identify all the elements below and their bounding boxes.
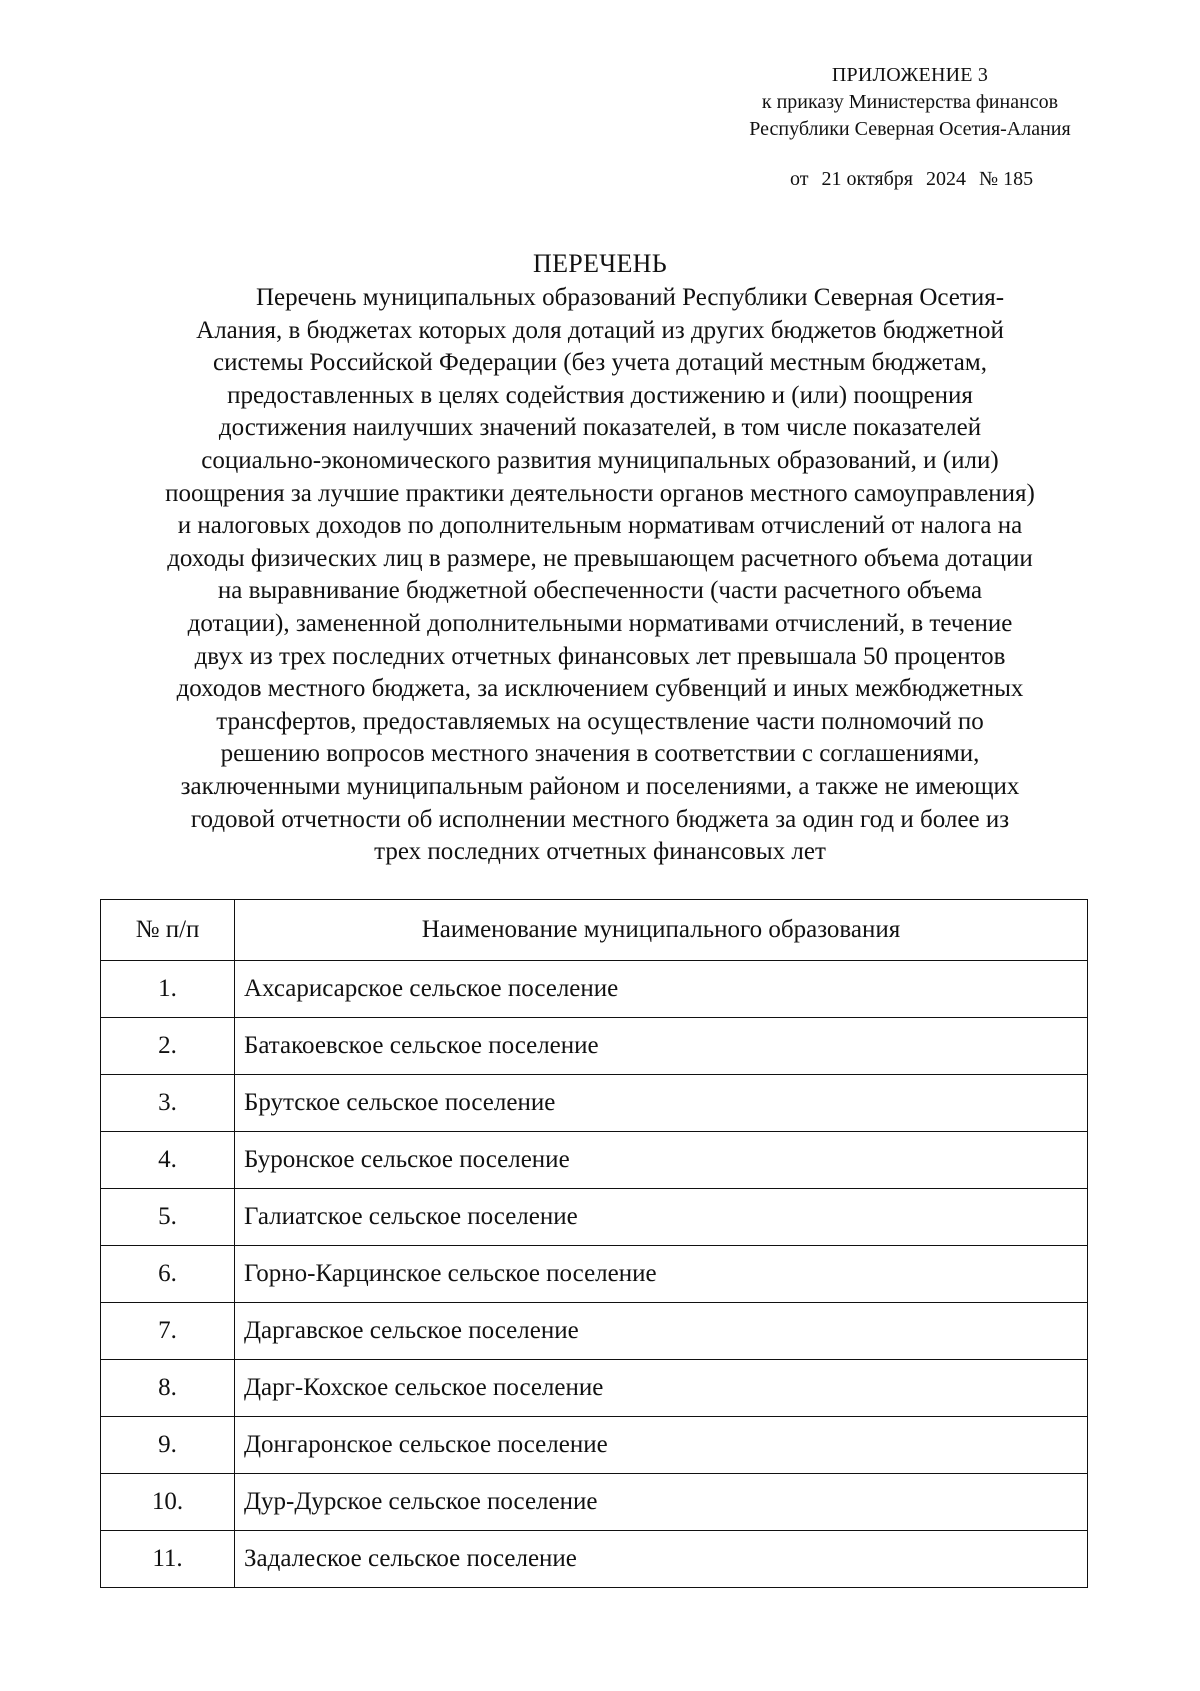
row-municipality-name: Донгаронское сельское поселение [235,1417,1088,1474]
table-row [101,961,1088,1018]
body-line: Алания, в бюджетах которых доля дотаций из других бюджетов бюджетной [196,316,1004,344]
table-row [101,1303,1088,1360]
municipalities-table [100,899,1088,1588]
row-municipality-name: Дур-Дурское сельское поселение [235,1474,1088,1531]
body-line: Перечень муниципальных образований Республики Северная Осетия- [255,284,1005,311]
body-line: предоставленных в целях содействия достижению и (или) поощрения [227,381,973,409]
body-line: поощрения за лучшие практики деятельности органов местного самоуправления) [165,479,1035,507]
table-row [101,1246,1088,1303]
body-line: трех последних отчетных финансовых лет [374,838,826,866]
body-line: социально-экономического развития муниципальных образований, и (или) [201,446,999,474]
row-number: 2. [101,1018,235,1075]
document-body [100,282,1100,869]
header-number: № п/п [101,900,235,961]
table-row [101,1075,1088,1132]
table-row [101,1474,1088,1531]
body-line: годовой отчетности об исполнении местного бюджета за один год и более из [190,805,1010,833]
row-municipality-name: Брутское сельское поселение [235,1075,1088,1132]
appendix-republic: Республики Северная Осетия-Алания [749,118,1071,140]
row-number: 4. [101,1132,235,1189]
row-number: 10. [101,1474,235,1531]
table-row [101,1189,1088,1246]
table-header-row [101,900,1088,961]
body-line: и налоговых доходов по дополнительным нормативам отчислений от налога на [177,512,1023,540]
body-line: двух из трех последних отчетных финансовых лет превышала 50 процентов [194,642,1006,670]
row-municipality-name: Ахсарисарское сельское поселение [235,961,1088,1018]
table-body [101,961,1088,1588]
table-row [101,1531,1088,1588]
row-number: 5. [101,1189,235,1246]
appendix-header [700,62,1120,143]
row-municipality-name: Буронское сельское поселение [235,1132,1088,1189]
row-municipality-name: Горно-Карцинское сельское поселение [235,1246,1088,1303]
row-number: 8. [101,1360,235,1417]
appendix-order-ref: к приказу Министерства финансов [761,91,1059,113]
appendix-title: ПРИЛОЖЕНИЕ 3 [831,64,989,86]
row-municipality-name: Дарг-Кохское сельское поселение [235,1360,1088,1417]
row-number: 1. [101,961,235,1018]
order-date-year: 2024 [926,168,966,190]
order-date-prefix: от [790,168,809,190]
table-row [101,1360,1088,1417]
body-line: системы Российской Федерации (без учета дотаций местным бюджетам, [213,349,987,377]
body-line: трансфертов, предоставляемых на осуществление части полномочий по [216,707,984,735]
row-number: 7. [101,1303,235,1360]
order-date [790,168,1033,191]
table-row [101,1417,1088,1474]
body-line: достижения наилучших значений показателей, в том числе показателей [218,414,982,442]
row-municipality-name: Даргавское сельское поселение [235,1303,1088,1360]
body-line: доходов местного бюджета, за исключением субвенций и иных межбюджетных [176,675,1024,703]
row-number: 3. [101,1075,235,1132]
row-number: 6. [101,1246,235,1303]
row-municipality-name: Задалеское сельское поселение [235,1531,1088,1588]
row-number: 11. [101,1531,235,1588]
order-number: № 185 [979,168,1034,190]
row-number: 9. [101,1417,235,1474]
document-title: ПЕРЕЧЕНЬ [533,249,667,278]
table-row [101,1018,1088,1075]
body-line: решению вопросов местного значения в соответствии с соглашениями, [220,740,980,768]
body-line: на выравнивание бюджетной обеспеченности (части расчетного объема [217,577,983,605]
order-date-day: 21 октября [821,168,913,190]
row-municipality-name: Галиатское сельское поселение [235,1189,1088,1246]
body-line: доходы физических лиц в размере, не превышающем расчетного объема дотации [167,544,1033,572]
header-name: Наименование муниципального образования [235,900,1088,961]
table-row [101,1132,1088,1189]
body-line: дотации), замененной дополнительными нормативами отчислений, в течение [187,609,1013,637]
body-line: заключенными муниципальным районом и поселениями, а также не имеющих [180,772,1020,800]
row-municipality-name: Батакоевское сельское поселение [235,1018,1088,1075]
